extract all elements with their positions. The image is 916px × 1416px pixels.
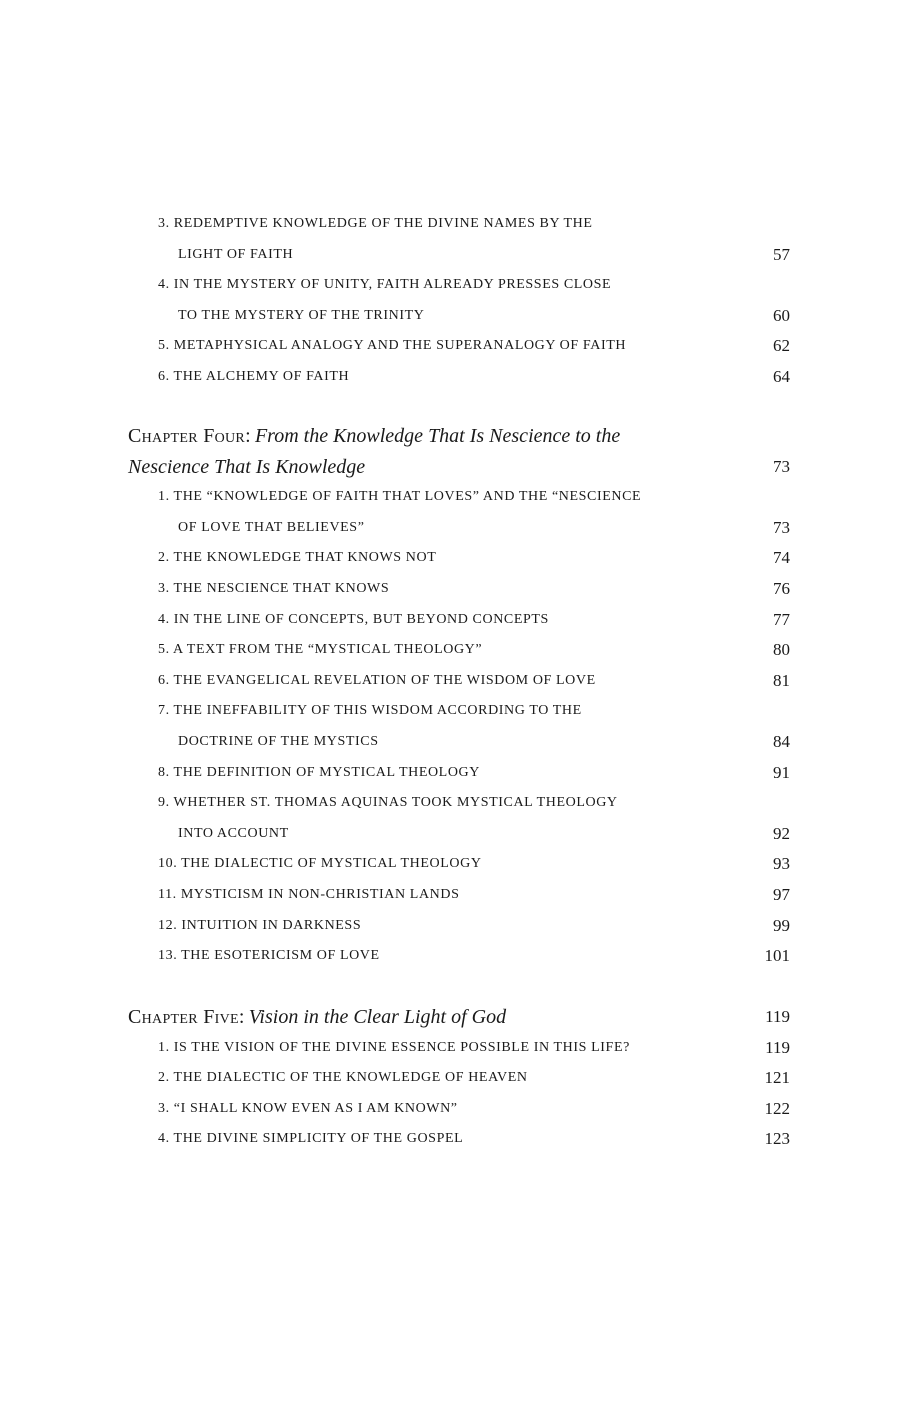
toc-entry-text: 4. IN THE MYSTERY OF UNITY, FAITH ALREADY PRESSES CLOSE (158, 277, 612, 293)
toc-entry-11 (128, 880, 790, 911)
toc-entry-7-line-1 (128, 696, 790, 727)
toc-entry-10 (128, 849, 790, 880)
toc-entry-1-line-1 (128, 482, 790, 513)
page-number: 122 (764, 1098, 790, 1118)
toc-entry-6 (128, 666, 790, 697)
toc-entry-3-line-2 (128, 240, 790, 271)
page-number: 77 (773, 609, 790, 629)
toc-entry-8 (128, 758, 790, 789)
chapter-five-heading (128, 1002, 790, 1033)
chapter-colon: : (245, 425, 251, 447)
page-number: 74 (773, 548, 790, 568)
page-number: 73 (773, 517, 790, 537)
chapter-colon: : (238, 1006, 245, 1028)
toc-entry-text: 1. THE “KNOWLEDGE OF FAITH THAT LOVES” AND THE “NESCIENCE (158, 489, 642, 505)
toc-entry-3 (128, 574, 790, 605)
page-number: 121 (764, 1068, 790, 1088)
page-number: 84 (773, 731, 790, 751)
toc-entry-text: 5. METAPHYSICAL ANALOGY AND THE SUPERANALOGY OF FAITH (158, 338, 627, 354)
toc-entry-13 (128, 941, 790, 972)
chapter-four-heading-line-1 (128, 421, 790, 452)
toc-entry-2 (128, 543, 790, 574)
page-number: 76 (773, 578, 790, 598)
toc-entry-text: 9. WHETHER ST. THOMAS AQUINAS TOOK MYSTICAL THEOLOGY (158, 795, 618, 811)
toc-entry-5 (128, 635, 790, 666)
chapter-label: Chapter Five (128, 1006, 239, 1028)
page-number: 92 (773, 823, 790, 843)
toc-entry-3 (128, 1094, 790, 1125)
toc-entry-text: 12. INTUITION IN DARKNESS (158, 917, 362, 933)
page-number: 119 (765, 1037, 790, 1057)
toc-entry-4-line-2 (128, 301, 790, 332)
toc-entry-text: 7. THE INEFFABILITY OF THIS WISDOM ACCORDING TO THE (158, 703, 582, 719)
toc-entry-text: 8. THE DEFINITION OF MYSTICAL THEOLOGY (158, 764, 480, 780)
toc-entry-text: 11. MYSTICISM IN NON-CHRISTIAN LANDS (158, 886, 460, 902)
toc-entry-text: INTO ACCOUNT (178, 825, 289, 841)
toc-entry-text: 5. A TEXT FROM THE “MYSTICAL THEOLOGY” (158, 642, 483, 658)
toc-entry-9-line-1 (128, 788, 790, 819)
toc-entry-text: 13. THE ESOTERICISM OF LOVE (158, 948, 380, 964)
page-number: 57 (773, 244, 790, 264)
toc-entry-text: 10. THE DIALECTIC OF MYSTICAL THEOLOGY (158, 856, 482, 872)
toc-entry-4 (128, 1124, 790, 1155)
toc-entry-text: TO THE MYSTERY OF THE TRINITY (178, 307, 425, 323)
toc-entry-3-line-1 (128, 209, 790, 240)
page-number: 73 (773, 456, 790, 476)
page-number: 60 (773, 305, 790, 325)
toc-entry-text: 4. THE DIVINE SIMPLICITY OF THE GOSPEL (158, 1131, 464, 1147)
chapter-four-heading-line-2 (128, 452, 790, 483)
toc-entry-text: 6. THE EVANGELICAL REVELATION OF THE WISDOM OF LOVE (158, 672, 596, 688)
toc-entry-7-line-2 (128, 727, 790, 758)
toc-entry-12 (128, 911, 790, 942)
toc-entry-text: 3. REDEMPTIVE KNOWLEDGE OF THE DIVINE NAMES BY THE (158, 216, 593, 231)
toc-entry-text: 2. THE KNOWLEDGE THAT KNOWS NOT (158, 550, 437, 566)
toc-entry-5 (128, 331, 790, 362)
page-number: 93 (773, 854, 790, 874)
toc-entry-4 (128, 605, 790, 636)
toc-entry-2 (128, 1063, 790, 1094)
chapter-title: From the Knowledge That Is Nescience to the (254, 425, 621, 447)
toc-entry-text: 4. IN THE LINE OF CONCEPTS, BUT BEYOND CONCEPTS (158, 611, 549, 627)
toc-entry-1-line-2 (128, 513, 790, 544)
page-number: 62 (773, 336, 790, 356)
toc-entry-9-line-2 (128, 819, 790, 850)
toc-entry-text: OF LOVE THAT BELIEVES” (178, 519, 365, 535)
toc-entry-6 (128, 362, 790, 393)
page-number: 99 (773, 915, 790, 935)
toc-entry-text: 3. THE NESCIENCE THAT KNOWS (158, 580, 390, 596)
page-number: 81 (773, 670, 790, 690)
toc-entry-text: LIGHT OF FAITH (178, 246, 294, 262)
page-number: 80 (773, 640, 790, 660)
chapter-label: Chapter Four (128, 425, 246, 447)
chapter-title: Nescience That Is Knowledge (128, 455, 366, 478)
toc-entry-text: 2. THE DIALECTIC OF THE KNOWLEDGE OF HEAVEN (158, 1070, 528, 1086)
page-number: 97 (773, 884, 790, 904)
page-number: 91 (773, 762, 790, 782)
chapter-five (128, 1002, 790, 1155)
toc-entry-text: 1. IS THE VISION OF THE DIVINE ESSENCE POSSIBLE IN THIS LIFE? (158, 1039, 630, 1055)
chapter-four (128, 421, 790, 972)
toc-entry-text: 3. “I SHALL KNOW EVEN AS I AM KNOWN” (158, 1100, 458, 1116)
section-entries-continued (128, 209, 790, 393)
page-number: 123 (764, 1129, 790, 1149)
toc-entry-text: 6. THE ALCHEMY OF FAITH (158, 368, 350, 384)
page-number: 101 (764, 946, 790, 966)
toc-entry-4-line-1 (128, 270, 790, 301)
chapter-title: Vision in the Clear Light of God (248, 1006, 507, 1028)
toc-entry-1 (128, 1033, 790, 1064)
toc-entry-text: DOCTRINE OF THE MYSTICS (178, 733, 379, 749)
page-number: 64 (773, 366, 790, 386)
page-number: 119 (765, 1007, 790, 1026)
